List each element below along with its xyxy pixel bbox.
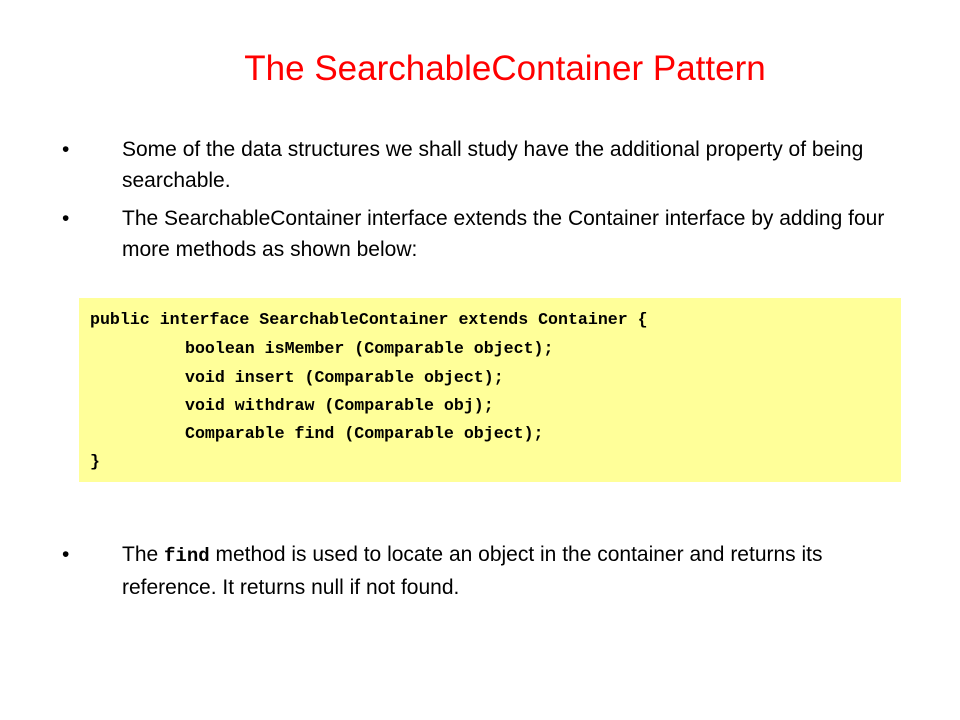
code-block: [79, 298, 901, 482]
code-line-interface-declaration: public interface SearchableContainer extends Container {: [90, 310, 648, 329]
code-line-is-member: boolean isMember (Comparable object);: [185, 339, 554, 358]
bullet-text-3-rest: method is used to locate an object in the container and returns its reference. It returns null if not found.: [122, 543, 823, 599]
code-line-find: Comparable find (Comparable object);: [185, 424, 544, 443]
slide-title: The SearchableContainer Pattern: [244, 49, 766, 88]
bullet-text-3: [122, 539, 892, 603]
code-line-closing-brace: }: [90, 452, 100, 471]
bullet-marker-2: •: [62, 207, 70, 230]
code-line-insert: void insert (Comparable object);: [185, 368, 504, 387]
bullet-text-2: The SearchableContainer interface extends the Container interface by adding four more methods as shown below:: [122, 207, 885, 261]
bullet-marker-1: •: [62, 138, 70, 161]
bullet-text-1: Some of the data structures we shall study have the additional property of being searchable.: [122, 138, 864, 192]
bullet-text-3-lead: The: [122, 543, 165, 566]
code-line-withdraw: void withdraw (Comparable obj);: [185, 396, 494, 415]
inline-code-find: find: [164, 545, 210, 567]
bullet-marker-3: •: [62, 543, 70, 566]
